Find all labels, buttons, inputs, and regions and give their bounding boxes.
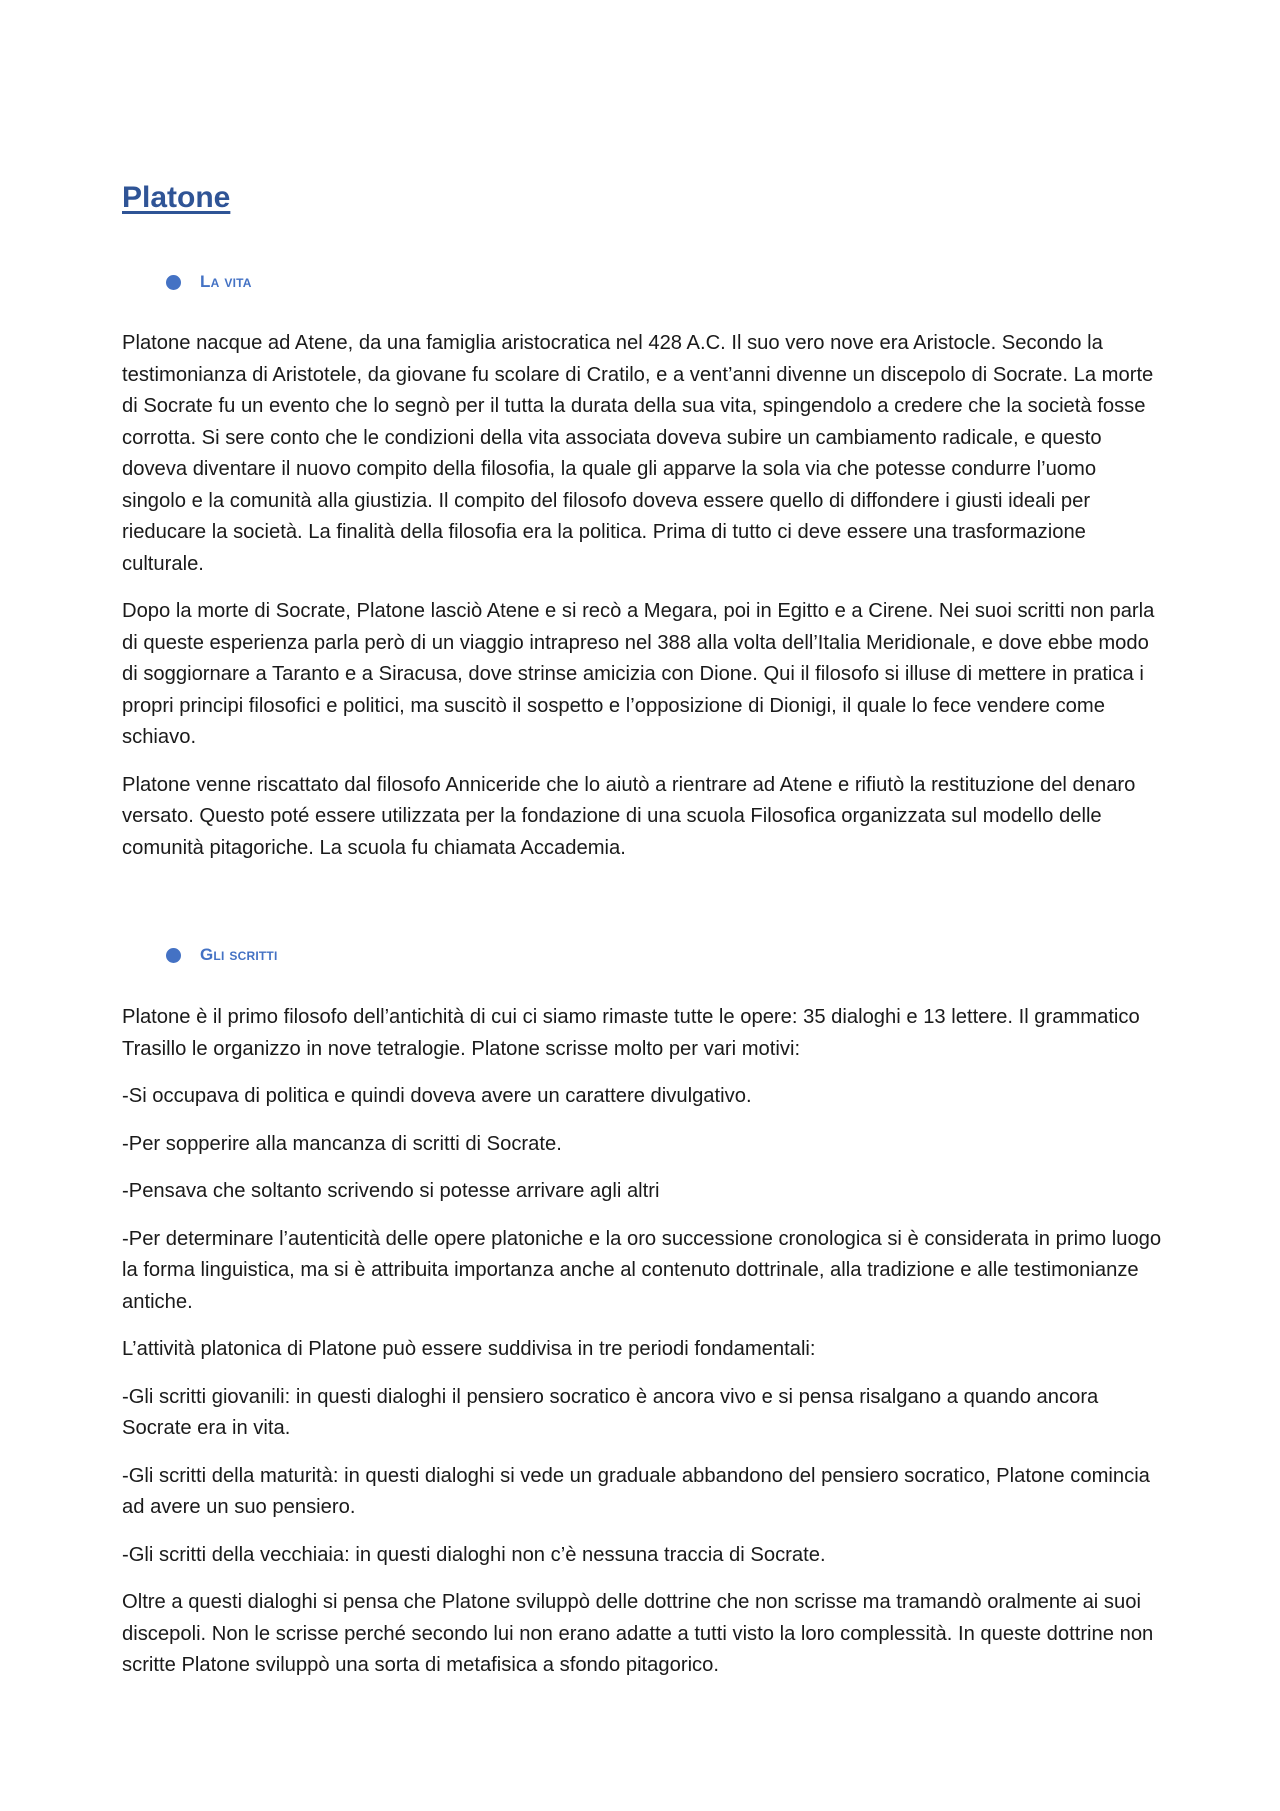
paragraph: L’attività platonica di Platone può essere suddivisa in tre periodi fondamentali: xyxy=(122,1338,816,1360)
section-body-gli-scritti xyxy=(122,1002,1162,1698)
list-item: -Gli scritti della maturità: in questi dialoghi si vede un graduale abbandono del pensiero socratico, Platone comincia ad avere un suo pensiero. xyxy=(122,1464,1150,1518)
section-heading-label: Gli scritti xyxy=(200,945,278,964)
paragraph: Oltre a questi dialoghi si pensa che Platone sviluppò delle dottrine che non scrisse ma tramandò oralmente ai suoi discepoli. Non le scrisse perché secondo lui non erano adatte a tutti visto la loro complessità. In queste dottrine non scritte Platone sviluppò una sorta di metafisica a sfondo pitagorico. xyxy=(122,1591,1154,1676)
bullet-icon xyxy=(166,948,181,963)
section-body-la-vita xyxy=(122,328,1162,880)
paragraph: Platone è il primo filosofo dell’antichità di cui ci siamo rimaste tutte le opere: 35 dialoghi e 13 lettere. Il grammatico Trasillo le organizzo in nove tetralogie. Platone scrisse molto per vari motivi: xyxy=(122,1006,1140,1060)
list-item: -Gli scritti della vecchiaia: in questi dialoghi non c’è nessuna traccia di Socrate. xyxy=(122,1543,826,1566)
list-item: -Pensava che soltanto scrivendo si potesse arrivare agli altri xyxy=(122,1180,660,1202)
section-heading-gli-scritti xyxy=(166,945,277,965)
list-item: -Si occupava di politica e quindi doveva avere un carattere divulgativo. xyxy=(122,1085,752,1107)
list-item: -Per determinare l’autenticità delle opere platoniche e la oro successione cronologica si è considerata in primo luogo la forma linguistica, ma si è attribuita importanza anche al contenuto dottrinale, alla tradizione e alle testimonianze antiche. xyxy=(122,1227,1162,1313)
document-title: Platone xyxy=(122,181,231,214)
paragraph: Platone nacque ad Atene, da una famiglia aristocratica nel 428 A.C. Il suo vero nove era Aristocle. Secondo la testimonianza di Aristotele, da giovane fu scolare di Cratilo, e a vent’anni divenne un discepolo di Socrate. La morte di Socrate fu un evento che lo segnò per il tutta la durata della sua vita, spingendolo a credere che la società fosse corrotta. Si sere conto che le condizioni della vita associata doveva subire un cambiamento radicale, e questo doveva diventare il nuovo compito della filosofia, la quale gli apparve la sola via che potesse condurre l’uomo singolo e la comunità alla giustizia. Il compito del filosofo doveva essere quello di diffondere i giusti ideali per rieducare la società. La finalità della filosofia era la politica. Prima di tutto ci deve essere una trasformazione culturale. xyxy=(122,332,1154,575)
list-item: -Gli scritti giovanili: in questi dialoghi il pensiero socratico è ancora vivo e si pensa risalgano a quando ancora Socrate era in vita. xyxy=(122,1385,1099,1439)
paragraph: Platone venne riscattato dal filosofo Anniceride che lo aiutò a rientrare ad Atene e rifiutò la restituzione del denaro versato. Questo poté essere utilizzata per la fondazione di una scuola Filosofica organizzata sul modello delle comunità pitagoriche. La scuola fu chiamata Accademia. xyxy=(122,773,1136,859)
bullet-icon xyxy=(166,275,181,290)
section-heading-label: La vita xyxy=(200,272,252,291)
list-item: -Per sopperire alla mancanza di scritti di Socrate. xyxy=(122,1132,562,1155)
section-heading-la-vita xyxy=(166,272,252,292)
paragraph: Dopo la morte di Socrate, Platone lasciò Atene e si recò a Megara, poi in Egitto e a Cirene. Nei suoi scritti non parla di queste esperienza parla però di un viaggio intrapreso nel 388 alla volta dell’Italia Meridionale, e dove ebbe modo di soggiornare a Taranto e a Siracusa, dove strinse amicizia con Dione. Qui il filosofo si illuse di mettere in pratica i propri principi filosofici e politici, ma suscitò il sospetto e l’opposizione di Dionigi, il quale lo fece vendere come schiavo. xyxy=(122,600,1155,748)
